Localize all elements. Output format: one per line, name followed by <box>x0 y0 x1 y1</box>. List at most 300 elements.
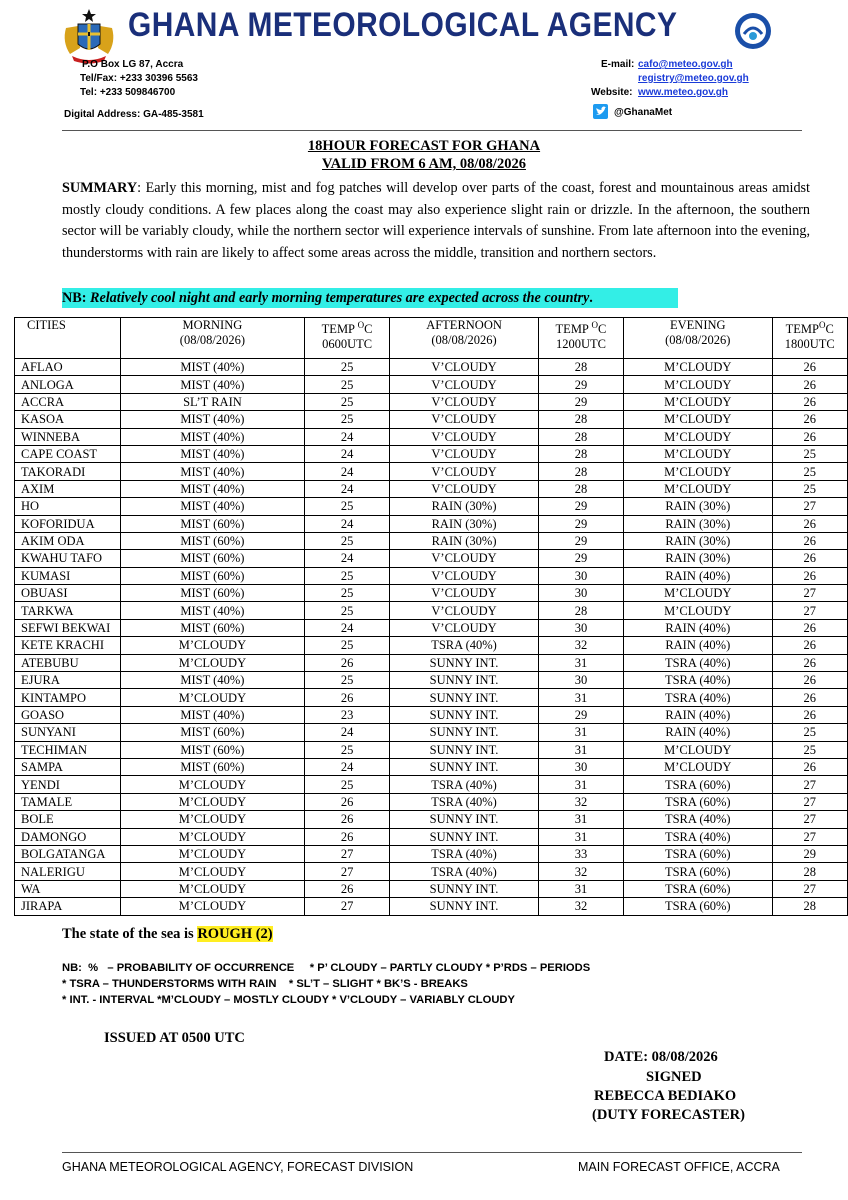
afternoon-cell: RAIN (30%) <box>390 515 539 532</box>
table-row <box>15 863 848 880</box>
temp-1800-cell: 25 <box>772 724 847 741</box>
temp-1800-cell: 26 <box>772 550 847 567</box>
sea-state <box>62 926 273 943</box>
temp-1200-cell: 29 <box>538 550 623 567</box>
legend-line-2: * TSRA – THUNDERSTORMS WITH RAIN * SL’T – SLIGHT * BK’S - BREAKS <box>62 978 468 990</box>
morning-cell: M’CLOUDY <box>120 811 304 828</box>
temp-1800-cell: 26 <box>772 567 847 584</box>
city-cell: JIRAPA <box>15 898 121 915</box>
table-row <box>15 689 848 706</box>
evening-cell: M’CLOUDY <box>624 376 772 393</box>
temp-0600-cell: 26 <box>305 793 390 810</box>
legend-line-3: * INT. - INTERVAL *M’CLOUDY – MOSTLY CLOUDY * V’CLOUDY – VARIABLY CLOUDY <box>62 994 515 1006</box>
evening-cell: TSRA (60%) <box>624 863 772 880</box>
temp-1200-cell: 31 <box>538 741 623 758</box>
afternoon-cell: V’CLOUDY <box>390 411 539 428</box>
city-cell: WINNEBA <box>15 428 121 445</box>
evening-cell: TSRA (40%) <box>624 828 772 845</box>
temp-1200-cell: 31 <box>538 776 623 793</box>
evening-cell: RAIN (40%) <box>624 706 772 723</box>
afternoon-cell: V’CLOUDY <box>390 463 539 480</box>
table-row <box>15 828 848 845</box>
header-evening: EVENING (08/08/2026) <box>624 318 772 359</box>
signature-date: DATE: 08/08/2026 <box>604 1049 718 1065</box>
city-cell: KINTAMPO <box>15 689 121 706</box>
temp-1800-cell: 26 <box>772 359 847 376</box>
morning-cell: MIST (60%) <box>120 532 304 549</box>
temp-0600-cell: 24 <box>305 445 390 462</box>
morning-cell: MIST (40%) <box>120 445 304 462</box>
table-row <box>15 480 848 497</box>
table-row <box>15 637 848 654</box>
afternoon-cell: SUNNY INT. <box>390 706 539 723</box>
temp-1800-cell: 26 <box>772 654 847 671</box>
temp-1200-cell: 30 <box>538 758 623 775</box>
temp-0600-cell: 25 <box>305 376 390 393</box>
city-cell: HO <box>15 498 121 515</box>
evening-cell: RAIN (30%) <box>624 498 772 515</box>
morning-cell: M’CLOUDY <box>120 776 304 793</box>
city-cell: KETE KRACHI <box>15 637 121 654</box>
temp-1200-cell: 28 <box>538 480 623 497</box>
table-row <box>15 758 848 775</box>
evening-cell: M’CLOUDY <box>624 585 772 602</box>
digital-address: Digital Address: GA-485-3581 <box>64 109 204 120</box>
temp-1800-cell: 26 <box>772 393 847 410</box>
evening-cell: RAIN (30%) <box>624 515 772 532</box>
morning-cell: MIST (40%) <box>120 706 304 723</box>
evening-cell: RAIN (30%) <box>624 532 772 549</box>
morning-cell: MIST (60%) <box>120 724 304 741</box>
evening-cell: RAIN (40%) <box>624 619 772 636</box>
city-cell: GOASO <box>15 706 121 723</box>
table-row <box>15 515 848 532</box>
table-row <box>15 880 848 897</box>
table-row <box>15 793 848 810</box>
temp-0600-cell: 24 <box>305 758 390 775</box>
temp-0600-cell: 25 <box>305 359 390 376</box>
table-row <box>15 776 848 793</box>
evening-cell: M’CLOUDY <box>624 428 772 445</box>
city-cell: TARKWA <box>15 602 121 619</box>
temp-1200-cell: 29 <box>538 515 623 532</box>
temp-1200-cell: 28 <box>538 411 623 428</box>
evening-cell: TSRA (60%) <box>624 776 772 793</box>
table-row <box>15 741 848 758</box>
header-temp-0600: TEMP $^O$C 0600UTC <box>305 318 390 359</box>
afternoon-cell: V’CLOUDY <box>390 567 539 584</box>
table-row <box>15 724 848 741</box>
afternoon-cell: V’CLOUDY <box>390 550 539 567</box>
temp-0600-cell: 24 <box>305 619 390 636</box>
temp-1200-cell: 31 <box>538 828 623 845</box>
temp-0600-cell: 25 <box>305 741 390 758</box>
nb-highlight: NB: Relatively cool night and early morning temperatures are expected across the country. <box>62 288 678 308</box>
temp-1200-cell: 28 <box>538 359 623 376</box>
temp-1800-cell: 27 <box>772 880 847 897</box>
temp-0600-cell: 25 <box>305 585 390 602</box>
evening-cell: TSRA (60%) <box>624 793 772 810</box>
temp-0600-cell: 26 <box>305 811 390 828</box>
evening-cell: M’CLOUDY <box>624 393 772 410</box>
morning-cell: MIST (60%) <box>120 567 304 584</box>
evening-cell: M’CLOUDY <box>624 602 772 619</box>
summary-label: SUMMARY <box>62 180 138 196</box>
temp-0600-cell: 27 <box>305 845 390 862</box>
website-label: Website: <box>591 87 633 98</box>
temp-0600-cell: 24 <box>305 463 390 480</box>
afternoon-cell: SUNNY INT. <box>390 758 539 775</box>
afternoon-cell: TSRA (40%) <box>390 793 539 810</box>
city-cell: KUMASI <box>15 567 121 584</box>
table-row <box>15 376 848 393</box>
city-cell: SEFWI BEKWAI <box>15 619 121 636</box>
city-cell: KASOA <box>15 411 121 428</box>
temp-1200-cell: 28 <box>538 602 623 619</box>
afternoon-cell: V’CLOUDY <box>390 359 539 376</box>
evening-cell: TSRA (40%) <box>624 689 772 706</box>
morning-cell: MIST (60%) <box>120 550 304 567</box>
afternoon-cell: V’CLOUDY <box>390 445 539 462</box>
city-cell: KOFORIDUA <box>15 515 121 532</box>
temp-1800-cell: 25 <box>772 480 847 497</box>
afternoon-cell: TSRA (40%) <box>390 845 539 862</box>
temp-0600-cell: 25 <box>305 602 390 619</box>
morning-cell: MIST (60%) <box>120 619 304 636</box>
morning-cell: MIST (60%) <box>120 515 304 532</box>
temp-0600-cell: 23 <box>305 706 390 723</box>
afternoon-cell: V’CLOUDY <box>390 376 539 393</box>
table-row <box>15 428 848 445</box>
twitter-handle: @GhanaMet <box>614 107 673 118</box>
afternoon-cell: V’CLOUDY <box>390 393 539 410</box>
afternoon-cell: SUNNY INT. <box>390 828 539 845</box>
temp-1800-cell: 26 <box>772 689 847 706</box>
temp-0600-cell: 24 <box>305 480 390 497</box>
city-cell: AKIM ODA <box>15 532 121 549</box>
temp-1200-cell: 29 <box>538 498 623 515</box>
temp-0600-cell: 27 <box>305 863 390 880</box>
morning-cell: MIST (60%) <box>120 758 304 775</box>
agency-title: GHANA METEOROLOGICAL AGENCY <box>128 6 678 44</box>
morning-cell: MIST (40%) <box>120 359 304 376</box>
city-cell: SUNYANI <box>15 724 121 741</box>
temp-0600-cell: 24 <box>305 515 390 532</box>
temp-1800-cell: 25 <box>772 445 847 462</box>
header-divider <box>62 130 802 131</box>
footer-divider <box>62 1152 802 1153</box>
city-cell: OBUASI <box>15 585 121 602</box>
city-cell: EJURA <box>15 672 121 689</box>
temp-1200-cell: 31 <box>538 689 623 706</box>
table-row <box>15 550 848 567</box>
afternoon-cell: SUNNY INT. <box>390 880 539 897</box>
morning-cell: M’CLOUDY <box>120 828 304 845</box>
evening-cell: TSRA (60%) <box>624 845 772 862</box>
temp-1800-cell: 25 <box>772 463 847 480</box>
afternoon-cell: SUNNY INT. <box>390 898 539 915</box>
temp-1800-cell: 26 <box>772 428 847 445</box>
evening-cell: M’CLOUDY <box>624 359 772 376</box>
city-cell: AXIM <box>15 480 121 497</box>
city-cell: YENDI <box>15 776 121 793</box>
evening-cell: RAIN (40%) <box>624 637 772 654</box>
temp-0600-cell: 26 <box>305 828 390 845</box>
morning-cell: MIST (60%) <box>120 585 304 602</box>
table-row <box>15 898 848 915</box>
temp-0600-cell: 25 <box>305 393 390 410</box>
evening-cell: M’CLOUDY <box>624 758 772 775</box>
morning-cell: M’CLOUDY <box>120 637 304 654</box>
evening-cell: RAIN (40%) <box>624 724 772 741</box>
temp-1200-cell: 30 <box>538 619 623 636</box>
temp-1800-cell: 27 <box>772 498 847 515</box>
temp-0600-cell: 24 <box>305 724 390 741</box>
city-cell: NALERIGU <box>15 863 121 880</box>
nb-text: Relatively cool night and early morning temperatures are expected across the country <box>86 290 590 306</box>
evening-cell: M’CLOUDY <box>624 445 772 462</box>
summary-paragraph <box>62 178 810 264</box>
temp-1800-cell: 29 <box>772 845 847 862</box>
website-link[interactable]: www.meteo.gov.gh <box>638 87 729 98</box>
issued-time: ISSUED AT 0500 UTC <box>104 1030 245 1046</box>
afternoon-cell: V’CLOUDY <box>390 480 539 497</box>
morning-cell: MIST (40%) <box>120 463 304 480</box>
temp-0600-cell: 24 <box>305 550 390 567</box>
temp-1800-cell: 26 <box>772 706 847 723</box>
morning-cell: M’CLOUDY <box>120 845 304 862</box>
temp-0600-cell: 25 <box>305 776 390 793</box>
table-header-row <box>15 318 848 359</box>
temp-0600-cell: 24 <box>305 428 390 445</box>
table-row <box>15 567 848 584</box>
table-row <box>15 532 848 549</box>
email-link-cafo[interactable]: cafo@meteo.gov.gh <box>638 59 733 70</box>
po-box: P.O Box LG 87, Accra <box>82 59 184 70</box>
evening-cell: TSRA (40%) <box>624 811 772 828</box>
city-cell: ATEBUBU <box>15 654 121 671</box>
temp-1200-cell: 30 <box>538 585 623 602</box>
temp-1800-cell: 26 <box>772 532 847 549</box>
temp-1200-cell: 33 <box>538 845 623 862</box>
header-afternoon: AFTERNOON (08/08/2026) <box>390 318 539 359</box>
morning-cell: MIST (40%) <box>120 411 304 428</box>
temp-1800-cell: 26 <box>772 758 847 775</box>
temp-0600-cell: 25 <box>305 411 390 428</box>
tel: Tel: +233 509846700 <box>80 87 176 98</box>
morning-cell: M’CLOUDY <box>120 654 304 671</box>
temp-0600-cell: 25 <box>305 567 390 584</box>
evening-cell: M’CLOUDY <box>624 411 772 428</box>
evening-cell: M’CLOUDY <box>624 480 772 497</box>
temp-1200-cell: 30 <box>538 672 623 689</box>
temp-0600-cell: 26 <box>305 654 390 671</box>
temp-0600-cell: 25 <box>305 498 390 515</box>
header-morning: MORNING (08/08/2026) <box>120 318 304 359</box>
afternoon-cell: V’CLOUDY <box>390 602 539 619</box>
city-cell: TAKORADI <box>15 463 121 480</box>
afternoon-cell: SUNNY INT. <box>390 741 539 758</box>
table-row <box>15 498 848 515</box>
summary-text: : Early this morning, mist and fog patches will develop over parts of the coast, forest and mountainous areas amidst mostly cloudy conditions. A few places along the coast may also experience slight rain or drizzle. In the afternoon, the southern sector will be variably cloudy, while the northern sector will experience intervals of sunshine. From late afternoon into the evening, thunderstorms with rain are likely to affect some areas across the middle, transition and northern sectors. <box>62 180 810 261</box>
morning-cell: M’CLOUDY <box>120 793 304 810</box>
evening-cell: RAIN (40%) <box>624 567 772 584</box>
temp-1200-cell: 32 <box>538 863 623 880</box>
temp-1200-cell: 31 <box>538 654 623 671</box>
temp-1200-cell: 32 <box>538 898 623 915</box>
city-cell: KWAHU TAFO <box>15 550 121 567</box>
temp-1800-cell: 26 <box>772 637 847 654</box>
temp-1200-cell: 32 <box>538 793 623 810</box>
forecast-table <box>14 317 848 916</box>
morning-cell: MIST (40%) <box>120 480 304 497</box>
temp-0600-cell: 25 <box>305 532 390 549</box>
evening-cell: M’CLOUDY <box>624 463 772 480</box>
temp-1200-cell: 29 <box>538 706 623 723</box>
table-row <box>15 359 848 376</box>
temp-1800-cell: 27 <box>772 828 847 845</box>
evening-cell: TSRA (60%) <box>624 880 772 897</box>
afternoon-cell: SUNNY INT. <box>390 811 539 828</box>
temp-1800-cell: 25 <box>772 741 847 758</box>
city-cell: TAMALE <box>15 793 121 810</box>
temp-1800-cell: 27 <box>772 776 847 793</box>
morning-cell: M’CLOUDY <box>120 880 304 897</box>
evening-cell: M’CLOUDY <box>624 741 772 758</box>
morning-cell: MIST (40%) <box>120 672 304 689</box>
afternoon-cell: V’CLOUDY <box>390 619 539 636</box>
city-cell: BOLE <box>15 811 121 828</box>
afternoon-cell: SUNNY INT. <box>390 672 539 689</box>
table-row <box>15 445 848 462</box>
temp-1200-cell: 30 <box>538 567 623 584</box>
morning-cell: M’CLOUDY <box>120 689 304 706</box>
temp-1200-cell: 31 <box>538 880 623 897</box>
temp-1200-cell: 31 <box>538 724 623 741</box>
temp-1200-cell: 29 <box>538 376 623 393</box>
temp-0600-cell: 26 <box>305 880 390 897</box>
afternoon-cell: SUNNY INT. <box>390 654 539 671</box>
table-row <box>15 672 848 689</box>
morning-cell: M’CLOUDY <box>120 863 304 880</box>
afternoon-cell: SUNNY INT. <box>390 689 539 706</box>
table-row <box>15 585 848 602</box>
temp-1200-cell: 28 <box>538 428 623 445</box>
temp-1200-cell: 28 <box>538 463 623 480</box>
temp-1200-cell: 32 <box>538 637 623 654</box>
evening-cell: RAIN (30%) <box>624 550 772 567</box>
city-cell: SAMPA <box>15 758 121 775</box>
afternoon-cell: TSRA (40%) <box>390 776 539 793</box>
morning-cell: MIST (40%) <box>120 498 304 515</box>
city-cell: BOLGATANGA <box>15 845 121 862</box>
afternoon-cell: TSRA (40%) <box>390 637 539 654</box>
temp-1800-cell: 26 <box>772 411 847 428</box>
table-row <box>15 393 848 410</box>
telfax: Tel/Fax: +233 30396 5563 <box>80 73 198 84</box>
afternoon-cell: V’CLOUDY <box>390 585 539 602</box>
temp-1800-cell: 26 <box>772 376 847 393</box>
evening-cell: TSRA (40%) <box>624 672 772 689</box>
city-cell: ACCRA <box>15 393 121 410</box>
table-row <box>15 811 848 828</box>
temp-1800-cell: 26 <box>772 672 847 689</box>
temp-0600-cell: 26 <box>305 689 390 706</box>
twitter-icon <box>593 104 608 119</box>
temp-1800-cell: 26 <box>772 515 847 532</box>
afternoon-cell: TSRA (40%) <box>390 863 539 880</box>
temp-1800-cell: 28 <box>772 863 847 880</box>
temp-1800-cell: 26 <box>772 619 847 636</box>
temp-1800-cell: 27 <box>772 811 847 828</box>
temp-1800-cell: 27 <box>772 793 847 810</box>
email-label: E-mail: <box>601 59 635 70</box>
temp-1800-cell: 27 <box>772 602 847 619</box>
header-cities: CITIES <box>15 318 121 359</box>
temp-1200-cell: 28 <box>538 445 623 462</box>
table-row <box>15 706 848 723</box>
signature-signed: SIGNED <box>646 1069 702 1085</box>
afternoon-cell: SUNNY INT. <box>390 724 539 741</box>
temp-1200-cell: 31 <box>538 811 623 828</box>
temp-0600-cell: 25 <box>305 637 390 654</box>
header-temp-1200: TEMP $^O$C 1200UTC <box>538 318 623 359</box>
morning-cell: MIST (40%) <box>120 602 304 619</box>
evening-cell: TSRA (60%) <box>624 898 772 915</box>
footer-left: GHANA METEOROLOGICAL AGENCY, FORECAST DIVISION <box>62 1160 414 1174</box>
signature-name: REBECCA BEDIAKO <box>594 1088 737 1104</box>
temp-0600-cell: 25 <box>305 672 390 689</box>
city-cell: AFLAO <box>15 359 121 376</box>
morning-cell: MIST (40%) <box>120 376 304 393</box>
city-cell: DAMONGO <box>15 828 121 845</box>
morning-cell: MIST (40%) <box>120 428 304 445</box>
table-row <box>15 602 848 619</box>
sea-state-label: The state of the sea is <box>62 926 198 942</box>
city-cell: ANLOGA <box>15 376 121 393</box>
table-row <box>15 463 848 480</box>
header-temp-1800: $TEMP^OC$ 1800UTC <box>772 318 847 359</box>
nb-label: NB: <box>62 290 87 306</box>
city-cell: WA <box>15 880 121 897</box>
sea-state-value: ROUGH (2) <box>197 926 273 942</box>
morning-cell: M’CLOUDY <box>120 898 304 915</box>
email-link-registry[interactable]: registry@meteo.gov.gh <box>638 73 749 84</box>
morning-cell: SL’T RAIN <box>120 393 304 410</box>
legend-line-1: NB: % – PROBABILITY OF OCCURRENCE * P’ CLOUDY – PARTLY CLOUDY * P’RDS – PERIODS <box>62 962 591 974</box>
signature-role: (DUTY FORECASTER) <box>592 1107 745 1123</box>
table-row <box>15 619 848 636</box>
afternoon-cell: V’CLOUDY <box>390 428 539 445</box>
table-row <box>15 411 848 428</box>
evening-cell: TSRA (40%) <box>624 654 772 671</box>
footer-right: MAIN FORECAST OFFICE, ACCRA <box>578 1160 780 1174</box>
temp-1800-cell: 28 <box>772 898 847 915</box>
city-cell: TECHIMAN <box>15 741 121 758</box>
temp-1800-cell: 27 <box>772 585 847 602</box>
forecast-title: 18HOUR FORECAST FOR GHANA <box>307 138 541 154</box>
gmet-logo <box>734 12 772 50</box>
temp-1200-cell: 29 <box>538 532 623 549</box>
city-cell: CAPE COAST <box>15 445 121 462</box>
afternoon-cell: RAIN (30%) <box>390 532 539 549</box>
morning-cell: MIST (60%) <box>120 741 304 758</box>
table-row <box>15 654 848 671</box>
temp-1200-cell: 29 <box>538 393 623 410</box>
forecast-validity: VALID FROM 6 AM, 08/08/2026 <box>322 156 526 172</box>
temp-0600-cell: 27 <box>305 898 390 915</box>
afternoon-cell: RAIN (30%) <box>390 498 539 515</box>
